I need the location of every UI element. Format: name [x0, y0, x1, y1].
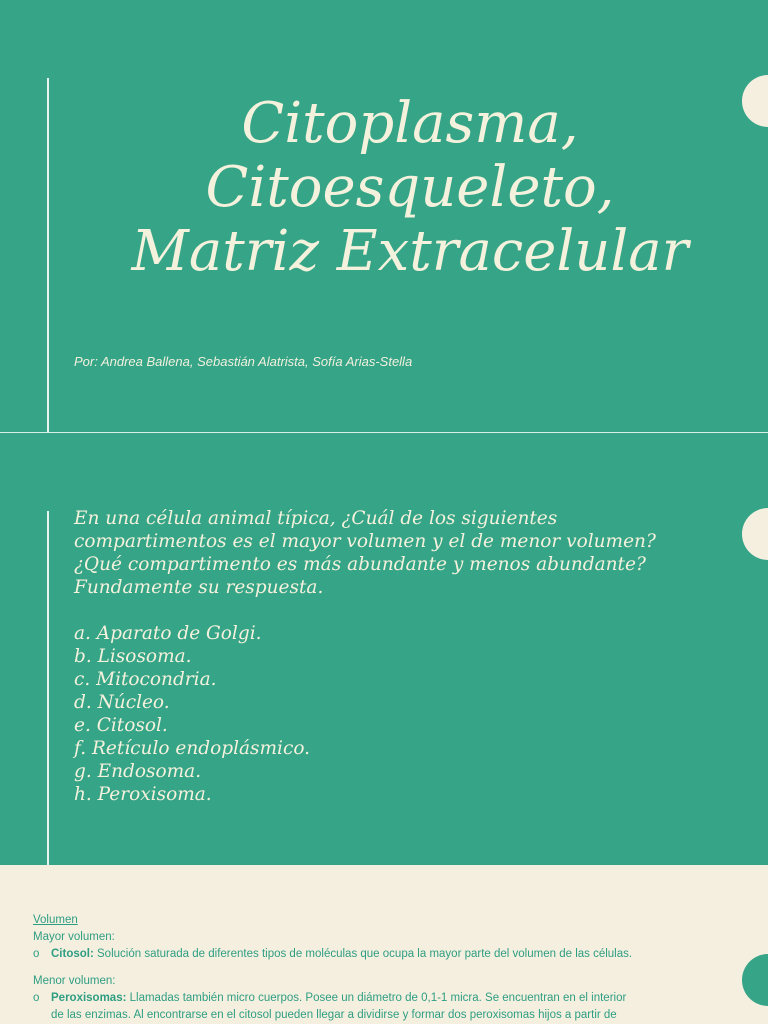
question-line: ¿Qué compartimento es más abundante y menos abundante? [74, 554, 646, 575]
title-line: Matriz Extracelular [131, 219, 689, 284]
question-line: En una célula animal típica, ¿Cuál de los siguientes [74, 508, 558, 529]
bullet-icon: o [33, 948, 40, 960]
title-line: Citoesqueleto, [205, 155, 615, 220]
list-item [33, 990, 673, 1024]
corner-circle-decoration [742, 508, 768, 560]
list-item [33, 946, 673, 963]
vertical-accent-line [47, 511, 49, 865]
corner-circle-decoration [742, 954, 768, 1006]
bullet-icon: o [33, 992, 40, 1004]
question-line: Fundamente su respuesta. [74, 577, 324, 598]
item-text: Solución saturada de diferentes tipos de moléculas que ocupa la mayor parte del volumen de las células. [93, 948, 633, 960]
item-term: Peroxisomas: [51, 992, 127, 1004]
answer-slide [0, 865, 768, 1024]
question-slide [0, 433, 768, 865]
item-text: Llamadas también micro cuerpos. Posee un diámetro de 0,1-1 micra. Se encuentran en el interior [126, 992, 627, 1004]
title-line: Citoplasma, [241, 91, 579, 156]
option-item: d. Núcleo. [74, 692, 170, 713]
slide-title [70, 92, 750, 284]
authors-line: Por: Andrea Ballena, Sebastián Alatrista, Sofía Arias-Stella [74, 354, 413, 369]
vertical-accent-line [47, 78, 49, 432]
mayor-volumen-label: Mayor volumen: [33, 931, 115, 943]
option-item: c. Mitocondria. [74, 669, 217, 690]
option-item: f. Retículo endoplásmico. [74, 738, 311, 759]
item-term: Citosol: [51, 948, 94, 960]
option-item: h. Peroxisoma. [74, 784, 212, 805]
options-list [74, 622, 734, 806]
section-heading: Volumen [33, 914, 78, 926]
option-item: a. Aparato de Golgi. [74, 623, 262, 644]
option-item: b. Lisosoma. [74, 646, 192, 667]
option-item: e. Citosol. [74, 715, 168, 736]
menor-volumen-label: Menor volumen: [33, 975, 116, 987]
question-block [74, 507, 734, 806]
question-line: compartimentos es el mayor volumen y el de menor volumen? [74, 531, 656, 552]
option-item: g. Endosoma. [74, 761, 202, 782]
item-text-continued: de las enzimas. Al encontrarse en el citosol pueden llegar a dividirse y formar dos peroxisomas hijos a partir de [51, 1009, 617, 1021]
title-slide [0, 0, 768, 432]
answer-content [33, 912, 673, 1024]
